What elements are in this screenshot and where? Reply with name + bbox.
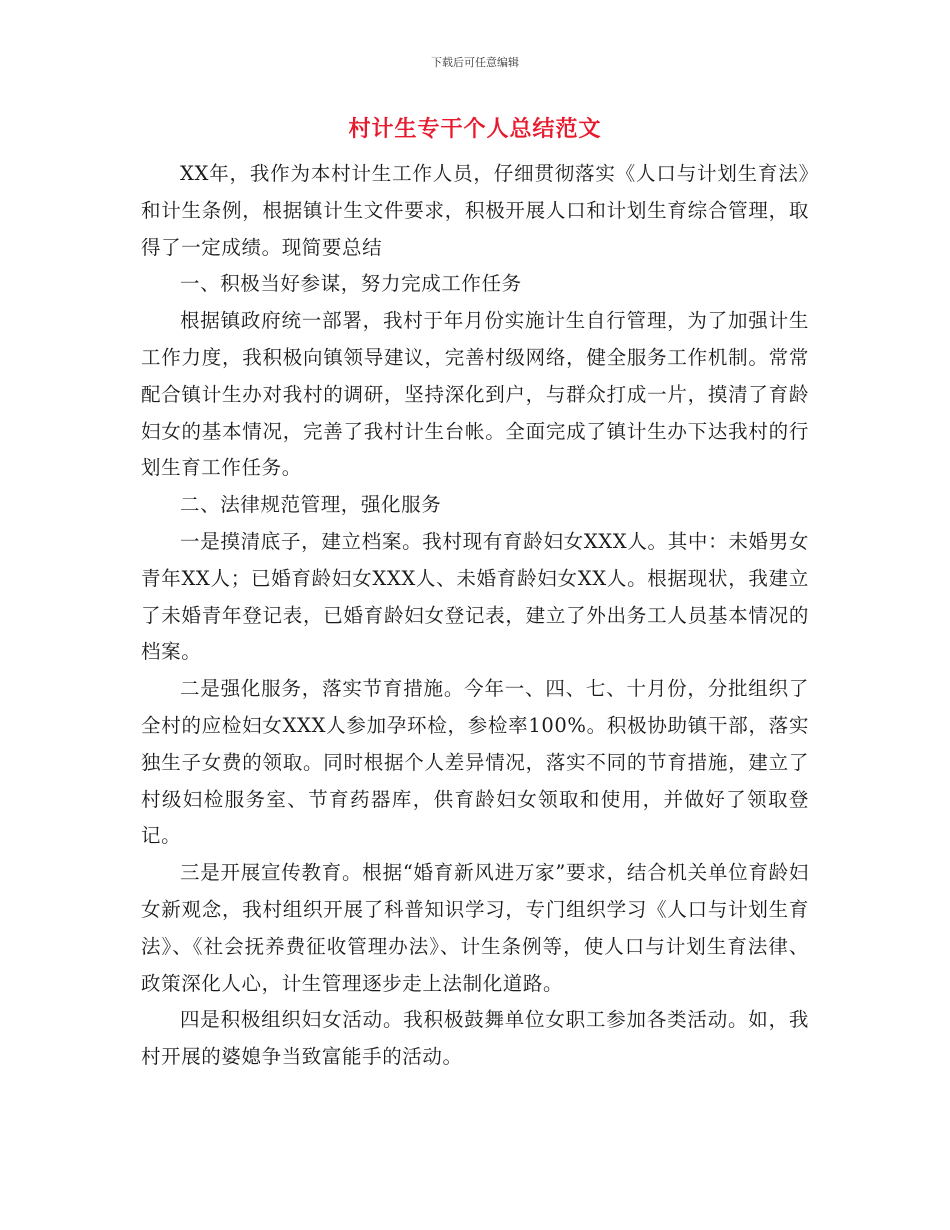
document-title: 村计生专干个人总结范文 bbox=[348, 117, 602, 142]
paragraph-services: 二是强化服务，落实节育措施。今年一、四、七、十月份，分批组织了全村的应检妇女XXX人参加孕环检，参检率100%。积极协助镇干部，落实独生子女费的领取。同时根据个人差异情况，落实不同的节育措施，建立了村级妇检服务室、节育药器库，供育龄妇女领取和使用，并做好了领取登记。 bbox=[141, 677, 809, 848]
header-note: 下载后可任意编辑 bbox=[431, 56, 519, 69]
paragraph-intro: XX年，我作为本村计生工作人员，仔细贯彻落实《人口与计划生育法》和计生条例，根据镇计生文件要求，积极开展人口和计划生育综合管理，取得了一定成绩。现简要总结 bbox=[141, 162, 809, 259]
paragraph-archives: 一是摸清底子，建立档案。我村现有育龄妇女XXX人。其中：未婚男女青年XX人；已婚育龄妇女XXX人、未婚育龄妇女XX人。根据现状，我建立了未婚青年登记表，已婚育龄妇女登记表，建立了外出务工人员基本情况的档案。 bbox=[141, 529, 809, 664]
section-heading-1: 一、积极当好参谋，努力完成工作任务 bbox=[180, 272, 522, 296]
paragraph-section-1: 根据镇政府统一部署，我村于年月份实施计生自行管理，为了加强计生工作力度，我积极向镇领导建议，完善村级网络，健全服务工作机制。常常配合镇计生办对我村的调研，坚持深化到户，与群众打成一片，摸清了育龄妇女的基本情况，完善了我村计生台帐。全面完成了镇计生办下达我村的行划生育工作任务。 bbox=[141, 309, 809, 480]
paragraph-activities: 四是积极组织妇女活动。我积极鼓舞单位女职工参加各类活动。如，我村开展的婆媳争当致富能手的活动。 bbox=[141, 1008, 809, 1069]
document-body bbox=[141, 156, 809, 1076]
paragraph-education: 三是开展宣传教育。根据“婚育新风进万家”要求，结合机关单位育龄妇女新观念，我村组织开展了科普知识学习，专门组织学习《人口与计划生育法》、《社会抚养费征收管理办法》、计生条例等，使人口与计划生育法律、政策深化人心，计生管理逐步走上法制化道路。 bbox=[141, 861, 809, 995]
section-heading-2: 二、法律规范管理，强化服务 bbox=[180, 493, 442, 517]
